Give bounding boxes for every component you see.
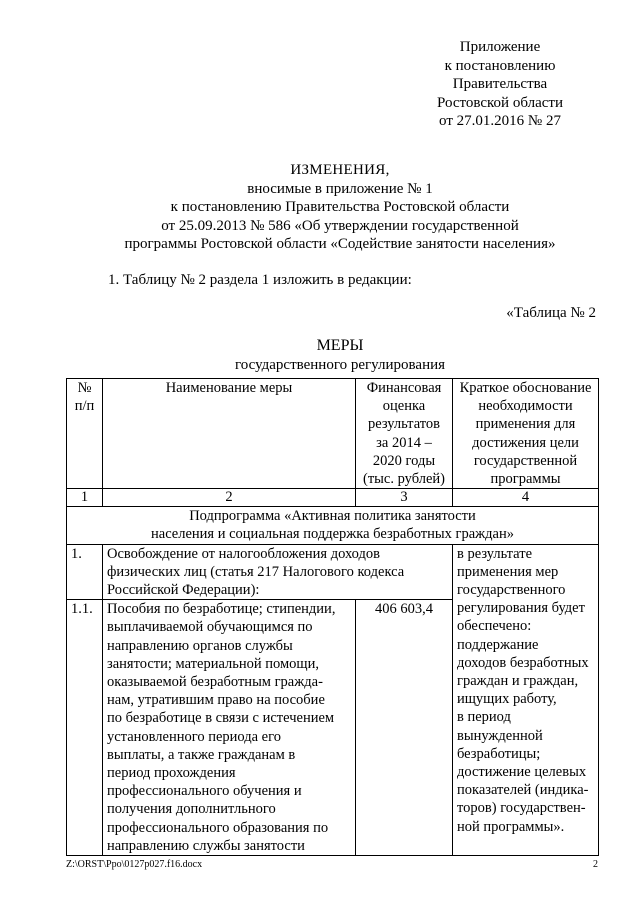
column-numbers-row: [67, 489, 599, 507]
subprogram-title: Подпрограмма «Активная политика занятости населения и социальная поддержка безработных граждан»: [67, 507, 599, 544]
appendix-block: [400, 38, 600, 131]
measures-table: [66, 378, 599, 856]
measures-subtitle: государственного регулирования: [234, 356, 446, 373]
appendix-line: Ростовской области: [437, 94, 563, 111]
header-finance: Финансовая оценка результатов за 2014 – 2020 годы (тыс. рублей): [356, 379, 453, 489]
measures-heading: [60, 337, 620, 374]
measures-title: МЕРЫ: [316, 337, 364, 354]
row-name: Пособия по безработице; стипендии, выплачиваемой обучающимся по направлению органов службы занятости; материальной помощи, оказываемой безработным гражда- нам, утратившим право на пособие по безработице в связи с истечением установленного периода его выплаты, а также гражданам в период прохождения профессионального обучения и получения дополнитльного профессионального образования по направлению службы занятости: [103, 600, 356, 856]
changes-line: к постановлению Правительства Ростовской области: [170, 199, 510, 215]
column-number: 3: [356, 489, 453, 507]
changes-line: программы Ростовской области «Содействие занятости населения»: [124, 236, 556, 252]
header-num: № п/п: [67, 379, 103, 489]
row-name: Освобождение от налогообложения доходов физических лиц (статья 217 Налогового кодекса Российской Федерации):: [103, 544, 453, 600]
appendix-line: к постановлению: [444, 57, 556, 74]
appendix-line: от 27.01.2016 № 27: [439, 113, 561, 129]
table-reference: «Таблица № 2: [506, 305, 596, 321]
row-num: 1.: [67, 544, 103, 600]
changes-title: ИЗМЕНЕНИЯ,: [290, 162, 390, 178]
row-finance: 406 603,4: [356, 600, 453, 856]
appendix-line: Приложение: [459, 39, 541, 55]
appendix-line: Правительства: [452, 76, 548, 92]
table-header-row: [67, 379, 599, 489]
column-number: 1: [67, 489, 103, 507]
table-row: [67, 544, 599, 600]
row-num: 1.1.: [67, 600, 103, 856]
file-path: Z:\ORST\Ppo\0127p027.f16.docx: [66, 859, 203, 870]
paragraph-item-1: 1. Таблицу № 2 раздела 1 изложить в редакции:: [108, 272, 412, 288]
page-number: 2: [593, 859, 598, 870]
changes-line: от 25.09.2013 № 586 «Об утверждении государственной: [161, 217, 519, 234]
column-number: 2: [103, 489, 356, 507]
changes-heading: [60, 161, 620, 254]
changes-line: вносимые в приложение № 1: [247, 180, 433, 197]
subprogram-row: [67, 507, 599, 544]
header-name: Наименование меры: [103, 379, 356, 489]
header-reason: Краткое обоснование необходимости применения для достижения цели государственной программы: [453, 379, 599, 489]
column-number: 4: [453, 489, 599, 507]
row-reason: в результате применения мер государственного регулирования будет обеспечено: поддержание доходов безработных граждан и граждан, ищущих работу, в период вынужденной безработицы; достижение целевых показателей (индика- торов) государствен- ной программы».: [453, 544, 599, 855]
